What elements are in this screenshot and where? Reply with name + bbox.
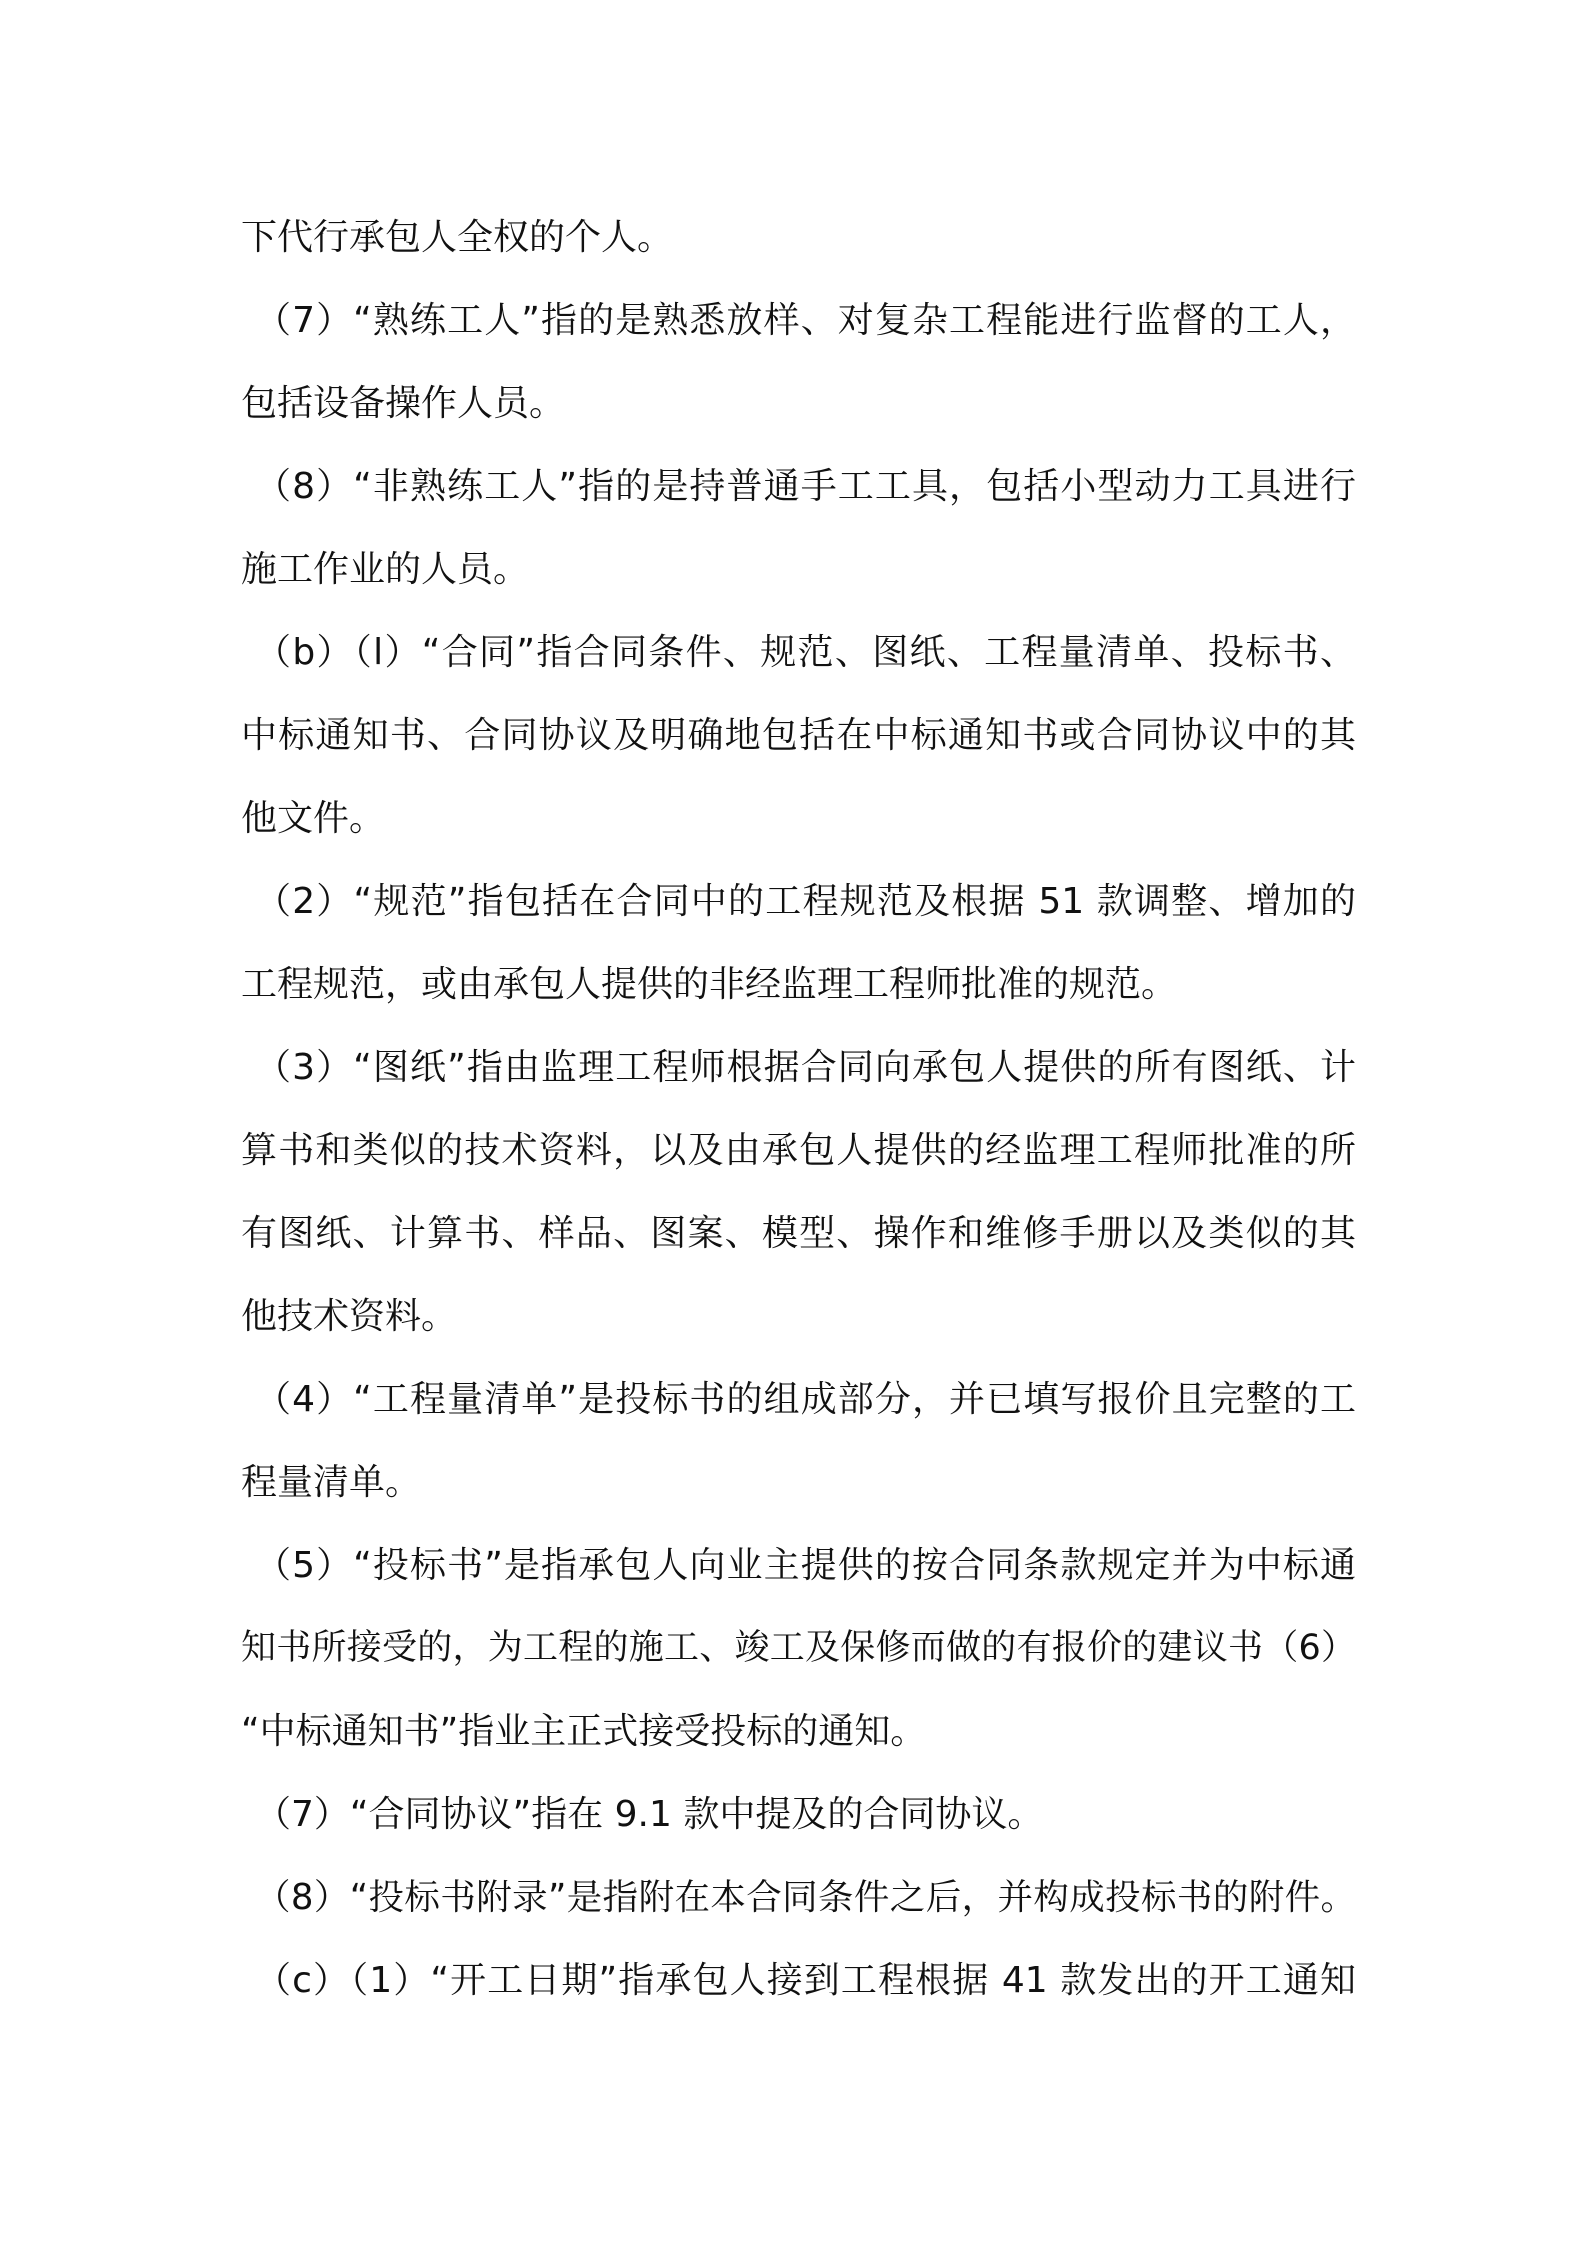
text-line: 他技术资料。: [241, 1296, 458, 1337]
text-line: （4）“工程量清单”是投标书的组成部分，并已填写报价且完整的工: [255, 1379, 1356, 1420]
text-line: 工程规范，或由承包人提供的非经监理工程师批准的规范。: [241, 964, 1178, 1005]
text-line: （2）“规范”指包括在合同中的工程规范及根据 51 款调整、增加的: [255, 881, 1356, 922]
text-line: 他文件。: [241, 798, 386, 839]
text-line: “中标通知书”指业主正式接受投标的通知。: [241, 1711, 927, 1752]
text-line: （b）（l）“合同”指合同条件、规范、图纸、工程量清单、投标书、: [255, 632, 1356, 673]
text-line: 包括设备操作人员。: [241, 383, 566, 424]
text-line: 下代行承包人全权的个人。: [241, 217, 674, 258]
text-line: （8）“投标书附录”是指附在本合同条件之后，并构成投标书的附件。: [255, 1877, 1356, 1918]
text-line: 程量清单。: [241, 1462, 422, 1503]
text-line: 算书和类似的技术资料，以及由承包人提供的经监理工程师批准的所: [241, 1130, 1356, 1171]
text-line: （3）“图纸”指由监理工程师根据合同向承包人提供的所有图纸、计: [255, 1047, 1356, 1088]
text-line: 施工作业的人员。: [241, 549, 530, 590]
text-line: （5）“投标书”是指承包人向业主提供的按合同条款规定并为中标通: [255, 1545, 1356, 1586]
text-line: （c）（1）“开工日期”指承包人接到工程根据 41 款发出的开工通知: [255, 1960, 1356, 2001]
text-line: 有图纸、计算书、样品、图案、模型、操作和维修手册以及类似的其: [241, 1213, 1356, 1254]
body-text: [241, 196, 1356, 2022]
text-line: 中标通知书、合同协议及明确地包括在中标通知书或合同协议中的其: [241, 715, 1356, 756]
text-line: （7）“合同协议”指在 9.1 款中提及的合同协议。: [255, 1794, 1044, 1835]
text-line: （7）“熟练工人”指的是熟悉放样、对复杂工程能进行监督的工人，: [255, 300, 1356, 341]
text-line: 知书所接受的，为工程的施工、竣工及保修而做的有报价的建议书（6）: [241, 1628, 1356, 1668]
text-line: （8）“非熟练工人”指的是持普通手工工具，包括小型动力工具进行: [255, 466, 1356, 507]
